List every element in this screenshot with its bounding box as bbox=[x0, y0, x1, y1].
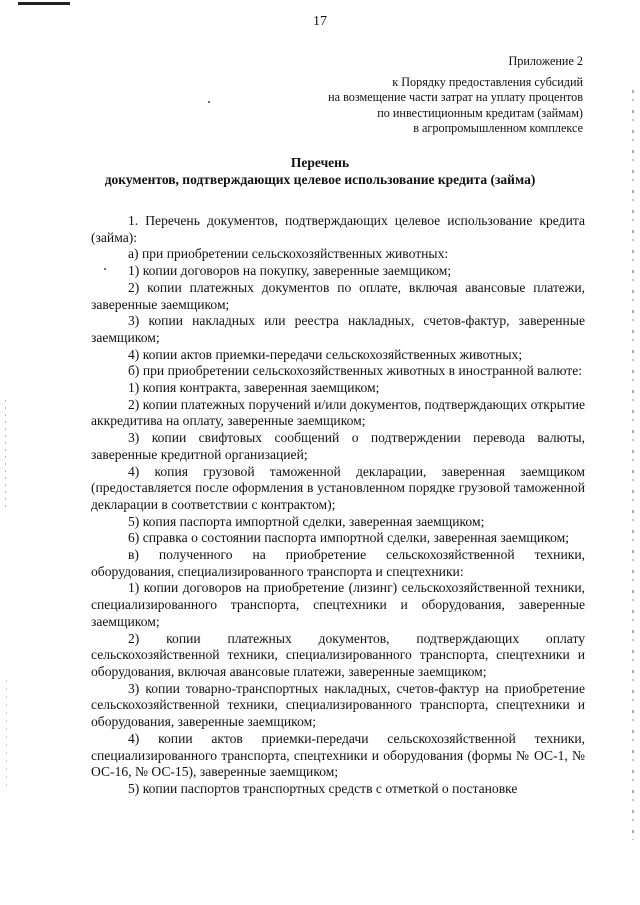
paragraph: 4) копии актов приемки-передачи сельскохозяйственной техники, специализированного транспорта, спецтехники и оборудования (формы № ОС-1, № ОС-16, № ОС-15), заверенные заемщиком; bbox=[91, 730, 585, 780]
appendix-line: в агропромышленном комплексе bbox=[413, 120, 583, 135]
title-line-1: Перечень bbox=[290, 155, 350, 170]
scan-top-rule bbox=[18, 2, 70, 5]
appendix-line: к Порядку предоставления субсидий bbox=[392, 75, 583, 90]
paragraph: 1) копия контракта, заверенная заемщиком; bbox=[128, 380, 380, 396]
scan-left-margin-artifact-lower bbox=[6, 680, 7, 790]
paragraph: 1) копии договоров на приобретение (лизинг) сельскохозяйственной техники, специализированного транспорта, спецтехники и оборудования, заверенные заемщиком; bbox=[91, 580, 585, 629]
paragraph: 2) копии платежных поручений и/или документов, подтверждающих открытие аккредитива на оплату, заверенные заемщиком; bbox=[91, 396, 585, 429]
paragraph: 5) копии паспортов транспортных средств с отметкой о постановке bbox=[128, 780, 518, 796]
paragraph: 5) копия паспорта импортной сделки, заверенная заемщиком; bbox=[128, 513, 485, 529]
paragraph: 6) справка о состоянии паспорта импортной сделки, заверенная заемщиком; bbox=[128, 530, 569, 546]
paragraph: 3) копии накладных или реестра накладных, счетов-фактур, заверенные заемщиком; bbox=[91, 313, 585, 345]
scan-right-margin-artifact bbox=[632, 90, 634, 840]
appendix-header bbox=[253, 54, 583, 136]
page-number: 17 bbox=[313, 14, 327, 29]
appendix-line: по инвестиционным кредитам (займам) bbox=[377, 105, 583, 120]
scan-speck bbox=[208, 101, 210, 103]
paragraph: 2) копии платежных документов по оплате, включая авансовые платежи, заверенные заемщиком; bbox=[91, 279, 585, 312]
document-body bbox=[91, 213, 585, 798]
paragraph: 1) копии договоров на покупку, заверенные заемщиком; bbox=[128, 263, 452, 279]
appendix-label: Приложение 2 bbox=[508, 54, 583, 68]
paragraph: 3) копии товарно-транспортных накладных, счетов-фактур на приобретение сельскохозяйственной техники, специализированного транспорта, спецтехники и оборудования, заверенные заемщиком; bbox=[91, 680, 585, 730]
scan-left-margin-artifact bbox=[5, 400, 6, 510]
paragraph: 4) копии актов приемки-передачи сельскохозяйственных животных; bbox=[128, 346, 523, 362]
paragraph: 3) копии свифтовых сообщений о подтверждении перевода валюты, заверенные кредитной организацией; bbox=[91, 430, 585, 462]
paragraph: 2) копии платежных документов, подтверждающих оплату сельскохозяйственной техники, специализированного транспорта, спецтехники и оборудования, включая авансовые платежи, заверенные заемщиком; bbox=[91, 630, 585, 679]
paragraph: 4) копия грузовой таможенной декларации, заверенная заемщиком (предоставляется после оформления в установленном порядке грузовой таможенной декларации в соответствии с контрактом); bbox=[91, 463, 585, 512]
paragraph: 1. Перечень документов, подтверждающих целевое использование кредита (займа): bbox=[91, 213, 585, 245]
title-line-2: документов, подтверждающих целевое использование кредита (займа) bbox=[104, 172, 536, 187]
paragraph: б) при приобретении сельскохозяйственных животных в иностранной валюте: bbox=[128, 363, 583, 379]
document-title bbox=[0, 154, 640, 188]
appendix-line: на возмещение части затрат на уплату процентов bbox=[328, 90, 583, 105]
paragraph: а) при приобретении сельскохозяйственных животных: bbox=[128, 246, 449, 262]
paragraph: в) полученного на приобретение сельскохозяйственной техники, оборудования, специализированного транспорта и спецтехники: bbox=[91, 547, 585, 579]
